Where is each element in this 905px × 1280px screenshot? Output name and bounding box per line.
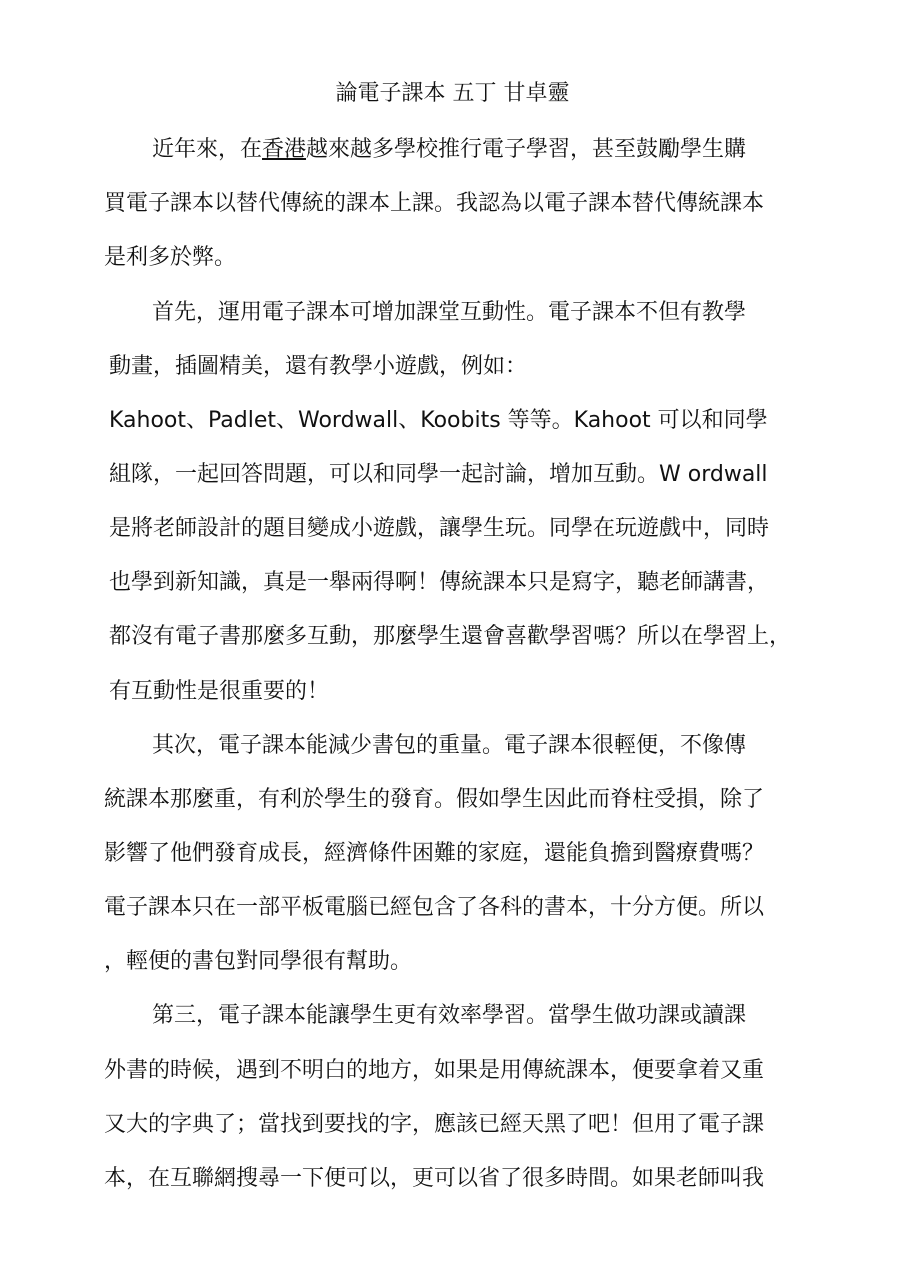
paragraph-4-line-1: 第三，電子課本能讓學生更有效率學習。當學生做功課或讀課	[152, 1003, 747, 1028]
paragraph-4-line-4: 本，在互聯網搜尋一下便可以，更可以省了很多時間。如果老師叫我	[104, 1166, 765, 1191]
paragraph-4-line-2: 外書的時候，遇到不明白的地方，如果是用傳統課本，便要拿着又重	[104, 1058, 765, 1083]
text-segment: 越來越多學校推行電子學習，甚至鼓勵學生購	[306, 137, 747, 162]
paragraph-2-line-1: 首先，運用電子課本可增加課堂互動性。電子課本不但有教學	[152, 300, 747, 325]
underlined-place-name: 香港	[262, 137, 307, 162]
paragraph-2-line-6: 也學到新知識，真是一舉兩得啊！傳統課本只是寫字，聽老師講書，	[109, 570, 770, 595]
paragraph-3-line-2: 統課本那麼重，有利於學生的發育。假如學生因此而脊柱受損，除了	[104, 787, 765, 812]
paragraph-4-line-3: 又大的字典了；當找到要找的字，應該已經天黑了吧！但用了電子課	[104, 1112, 765, 1137]
paragraph-1-line-1	[152, 134, 746, 166]
paragraph-1-line-2: 買電子課本以替代傳統的課本上課。我認為以電子課本替代傳統課本	[104, 191, 765, 216]
text-segment: 近年來，在	[152, 137, 263, 162]
paragraph-1-line-3: 是利多於弊。	[104, 245, 237, 270]
paragraph-2-line-4: 組隊，一起回答問題，可以和同學一起討論，增加互動。W ordwall	[109, 462, 768, 487]
paragraph-3-line-1: 其次，電子課本能減少書包的重量。電子課本很輕便，不像傳	[152, 733, 747, 758]
paragraph-2-line-2: 動畫，插圖精美，還有教學小遊戲，例如：	[109, 354, 528, 379]
document-title: 論電子課本 五丁 甘卓靈	[335, 81, 570, 106]
paragraph-3-line-3: 影響了他們發育成長，經濟條件困難的家庭，還能負擔到醫療費嗎？	[104, 841, 765, 866]
paragraph-2-line-7: 都沒有電子書那麼多互動，那麼學生還會喜歡學習嗎？所以在學習上，	[109, 624, 792, 649]
paragraph-3-line-5: ，輕便的書包對同學很有幫助。	[104, 949, 413, 974]
paragraph-2-line-5: 是將老師設計的題目變成小遊戲，讓學生玩。同學在玩遊戲中，同時	[109, 516, 770, 541]
paragraph-3-line-4: 電子課本只在一部平板電腦已經包含了各科的書本，十分方便。所以	[104, 895, 765, 920]
paragraph-2-line-8: 有互動性是很重要的！	[109, 679, 330, 704]
paragraph-2-line-3: Kahoot、Padlet、Wordwall、Koobits 等等。Kahoot 可以和同學	[109, 408, 768, 433]
